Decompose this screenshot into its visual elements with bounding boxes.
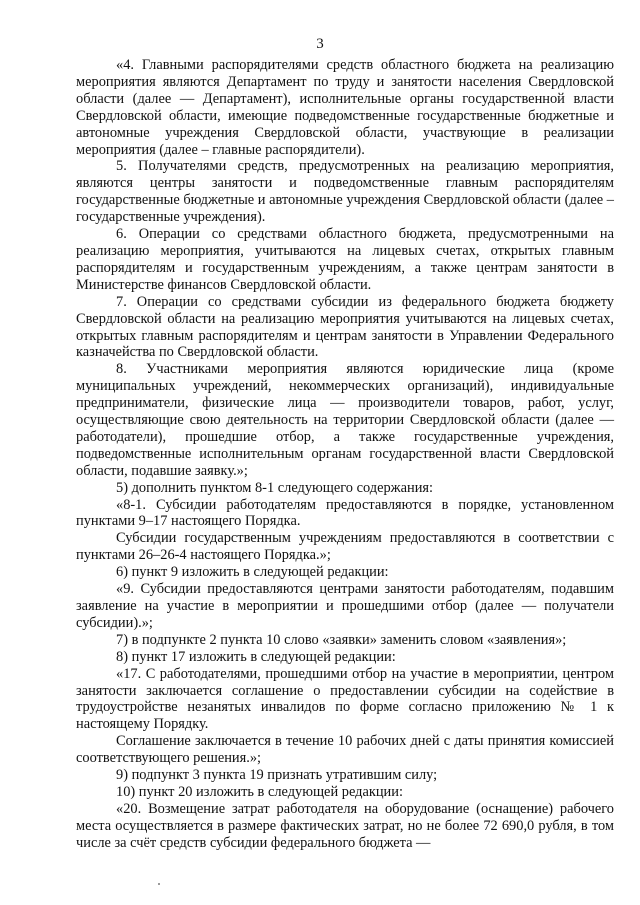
paragraph-8-1-institution-subsidies: Субсидии государственным учреждениям предоставляются в соответствии с пунктами 26–26-4 настоящего Порядка.»; xyxy=(76,530,614,564)
page-number: 3 xyxy=(316,36,324,52)
paragraph-6-regional-budget-operations: 6. Операции со средствами областного бюджета, предусмотренными на реализацию мероприятия, учитываются на лицевых счетах, открытых главным распорядителям и государственным учреждениям, а также центрам занятости в Министерстве финансов Свердловской области. xyxy=(76,226,614,293)
paragraph-17-agreement: «17. С работодателями, прошедшими отбор на участие в мероприятии, центром занятости заключается соглашение о предоставлении субсидии на содействие в трудоустройстве незанятых инвалидов по форме согласно приложению № 1 к настоящему Порядку. xyxy=(76,665,614,733)
paragraph-8-1-employer-subsidies: «8-1. Субсидии работодателям предоставляются в порядке, установленном пунктами 9–17 настоящего Порядка. xyxy=(76,496,614,530)
paragraph-20-cost-reimbursement: «20. Возмещение затрат работодателя на оборудование (оснащение) рабочего места осуществляется в размере фактических затрат, но не более 72 690,0 рубля, в том числе за счёт средств субсидии федерального бюджета — xyxy=(76,800,614,851)
paragraph-17-agreement-term: Соглашение заключается в течение 10 рабочих дней с даты принятия комиссией соответствующего решения.»; xyxy=(76,733,614,767)
paragraph-9-subsidy-provision: «9. Субсидии предоставляются центрами занятости работодателям, подавшим заявление на участие в мероприятии и прошедшими отбор (далее — получатели субсидии).»; xyxy=(76,581,614,631)
amendment-5-add-point-8-1: 5) дополнить пунктом 8-1 следующего содержания: xyxy=(116,479,434,496)
paragraph-5-recipients: 5. Получателями средств, предусмотренных на реализацию мероприятия, являются центры занятости и подведомственные главным распорядителям государственные бюджетные и автономные учреждения Свердловской области (далее – государственные учреждения). xyxy=(76,158,614,226)
paragraph-7-federal-subsidy-operations: 7. Операции со средствами субсидии из федерального бюджета бюджету Свердловской области на реализацию мероприятия учитываются на лицевых счетах, открытых главным распорядителям и центрам занятости в Управлении Федерального казначейства по Свердловской области. xyxy=(76,293,614,361)
amendment-6-point-9: 6) пункт 9 изложить в следующей редакции: xyxy=(116,564,389,581)
amendment-9-point-19: 9) подпункт 3 пункта 19 признать утратившим силу; xyxy=(116,767,438,784)
scan-speck xyxy=(158,883,160,885)
document-body xyxy=(76,57,614,852)
amendment-8-point-17: 8) пункт 17 изложить в следующей редакции: xyxy=(116,648,396,665)
paragraph-8-participants: 8. Участниками мероприятия являются юридические лица (кроме муниципальных учреждений, некоммерческих организаций), индивидуальные предприниматели, физические лица — производители товаров, работ, услуг, осуществляющие свою деятельность на территории Свердловской области (далее — работодатели), прошедшие отбор, а также государственные учреждения, подведомственные исполнительным органам государственной власти Свердловской области, подавшие заявку.»; xyxy=(76,361,614,479)
paragraph-4-chief-administrators: «4. Главными распорядителями средств областного бюджета на реализацию мероприятия являются Департамент по труду и занятости населения Свердловской области (далее — Департамент), исполнительные органы государственной власти Свердловской области, имеющие подведомственные государственные бюджетные и автономные учреждения Свердловской области, участвующие в реализации мероприятия (далее – главные распорядители). xyxy=(76,57,614,158)
amendment-7-point-10: 7) в подпункте 2 пункта 10 слово «заявки» заменить словом «заявления»; xyxy=(116,631,567,648)
amendment-10-point-20: 10) пункт 20 изложить в следующей редакции: xyxy=(116,783,403,800)
